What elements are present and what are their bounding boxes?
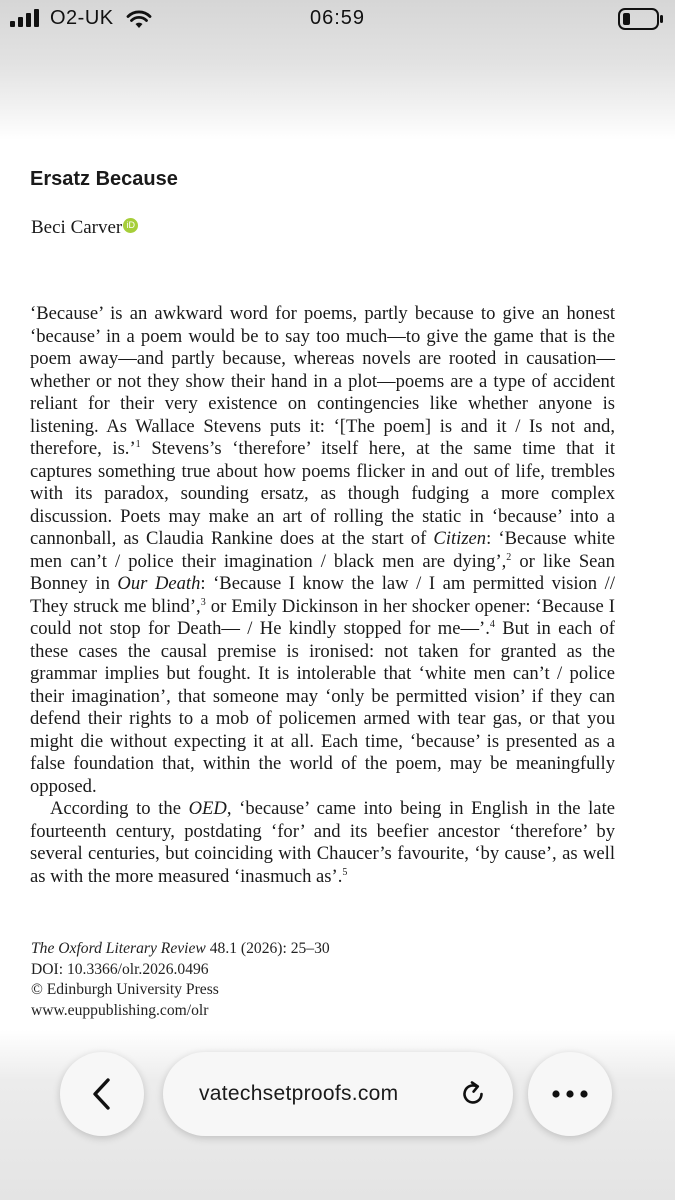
more-button[interactable] [528,1052,612,1136]
text-run: Stevens’s ‘therefore’ itself here, at the same time that it captures something true about how poems flicker in and out of life, trembles with its paradox, sounding ersatz, as though fudging a more complex discussion. Poets may make an art of rolling the static in ‘because’ into a cannonball, as Claudia Rankine does at the start of [30,438,616,549]
text-run: , ‘because’ came into being in English in the late fourteenth century, postdating ‘for’ and its beefier ancestor ‘therefore’ by several centuries, but coinciding with Chaucer’s favourite, ‘by cause’, as well as with the more measured ‘inasmuch as’. [30,798,615,887]
italic-title: Citizen [433,528,487,549]
footnote-ref[interactable]: 3 [200,596,206,608]
text-run: : ‘Because white men can’t / police their imagination / black men are dying’, [30,528,615,572]
url-text[interactable]: vatechsetproofs.com [199,1082,399,1105]
clock: 06:59 [309,7,366,29]
text-run: or Emily Dickinson in her shocker opener: ‘Because I could not stop for Death— / He kindly stopped for me—’. [30,595,615,639]
author-name: Beci Carver [31,217,123,238]
doi: DOI: 10.3366/olr.2026.0496 [31,960,209,978]
top-fade [0,0,675,140]
issue-info: 48.1 (2026): 25–30 [205,940,330,957]
italic-title: OED [188,798,227,819]
footnote-ref[interactable]: 2 [506,551,512,563]
text-run: or like Sean Bonney in [30,550,615,594]
copyright: © Edinburgh University Press [31,981,219,998]
back-button[interactable] [60,1052,144,1136]
more-icon [552,1090,588,1098]
carrier-label: O2-UK [50,7,114,29]
reload-icon[interactable] [459,1080,487,1108]
footnote-ref[interactable]: 4 [489,619,495,630]
battery-icon [618,8,664,30]
body-paragraph [30,303,615,798]
footnote-ref[interactable]: 1 [135,439,141,450]
italic-title: Our Death [117,573,201,594]
journal-url: www.euppublishing.com/olr [31,1001,209,1019]
body-paragraph [30,798,615,888]
publication-info [31,939,531,1021]
text-run: But in each of these cases the causal premise is ironised: not taken for granted as the grammar implies but fought. It is intolerable that ‘white men can’t / police their imagination’, that someone may ‘only be permitted vision’ if they can defend their rights to a mob of policemen armed with tear gas, or that you might die without expecting it at all. Each time, ‘because’ is presented as a false foundation that, within the world of the poem, may be meaningfully opposed. [30,618,616,797]
status-bar [0,6,675,32]
article-title: Ersatz Because [30,168,178,190]
text-run: : ‘Because I know the law / I am permitted vision // They struck me blind’, [30,573,615,617]
journal-name: The Oxford Literary Review [31,940,206,957]
back-icon [90,1078,114,1110]
article-body [30,303,615,888]
orcid-icon[interactable]: iD [123,218,138,233]
address-bar[interactable] [163,1052,513,1136]
text-run: ‘Because’ is an awkward word for poems, partly because to give an honest ‘because’ in a poem would be to say too much—to give the game that is the poem away—and partly because, whereas novels are rooted in causation—whether or not they show their hand in a plot—poems are a type of accident reliant for their very existence on contingencies like whether anyone is listening. As Wallace Stevens puts it: ‘[The poem] is and it / Is not and, therefore, is.’ [30,303,615,459]
footnote-ref[interactable]: 5 [342,866,348,878]
text-run: According to the [50,798,189,819]
citation-line [31,939,531,960]
article-author [31,217,138,239]
